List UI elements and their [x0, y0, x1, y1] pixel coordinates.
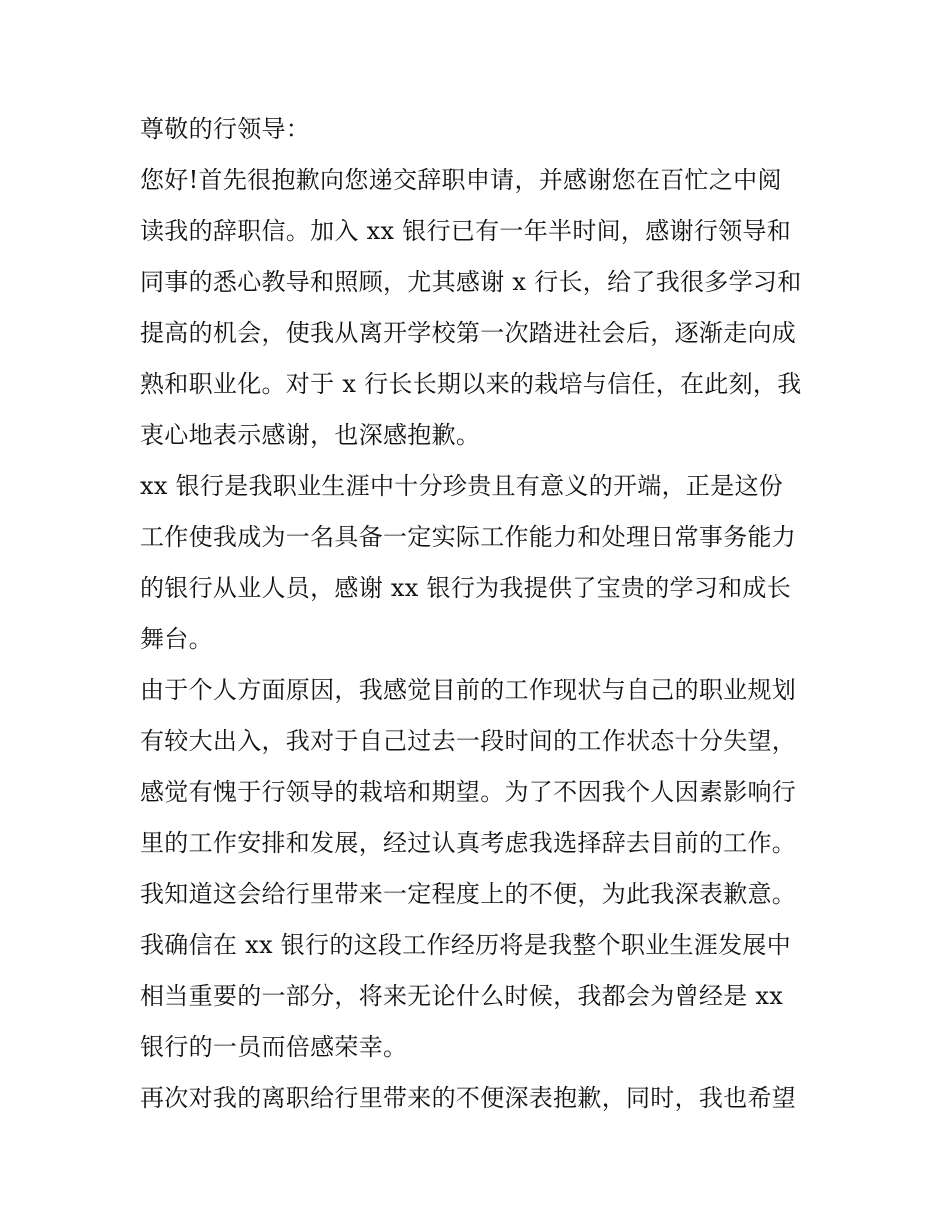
letter-line: xx 银行是我职业生涯中十分珍贵且有意义的开端，正是这份 [140, 472, 784, 500]
letter-line: 工作使我成为一名具备一定实际工作能力和处理日常事务能力 [140, 523, 797, 551]
letter-line: 里的工作安排和发展，经过认真考虑我选择辞去目前的工作。 [140, 829, 797, 857]
letter-line: 尊敬的行领导： [140, 115, 311, 143]
letter-line: 熟和职业化。对于 x 行长长期以来的栽培与信任，在此刻，我 [140, 370, 802, 398]
letter-line: 我知道这会给行里带来一定程度上的不便，为此我深表歉意。 [140, 880, 797, 908]
letter-line: 相当重要的一部分，将来无论什么时候，我都会为曾经是 xx [140, 982, 784, 1010]
letter-line: 再次对我的离职给行里带来的不便深表抱歉，同时，我也希望 [140, 1084, 797, 1112]
letter-line: 的银行从业人员，感谢 xx 银行为我提供了宝贵的学习和成长 [140, 574, 792, 602]
letter-line: 您好!首先很抱歉向您递交辞职申请，并感谢您在百忙之中阅 [140, 166, 782, 194]
letter-line: 同事的悉心教导和照顾，尤其感谢 x 行长，给了我很多学习和 [140, 268, 802, 296]
letter-line: 有较大出入，我对于自己过去一段时间的工作状态十分失望， [140, 727, 797, 755]
letter-line: 衷心地表示感谢，也深感抱歉。 [140, 421, 481, 449]
letter-line: 读我的辞职信。加入 xx 银行已有一年半时间，感谢行领导和 [140, 217, 792, 245]
letter-line: 由于个人方面原因，我感觉目前的工作现状与自己的职业规划 [140, 676, 797, 704]
letter-line: 我确信在 xx 银行的这段工作经历将是我整个职业生涯发展中 [140, 931, 792, 959]
letter-line: 感觉有愧于行领导的栽培和期望。为了不因我个人因素影响行 [140, 778, 797, 806]
letter-line: 提高的机会，使我从离开学校第一次踏进社会后，逐渐走向成 [140, 319, 797, 347]
letter-line: 银行的一员而倍感荣幸。 [140, 1033, 408, 1061]
letter-body [140, 104, 820, 1124]
letter-line: 舞台。 [140, 625, 213, 653]
